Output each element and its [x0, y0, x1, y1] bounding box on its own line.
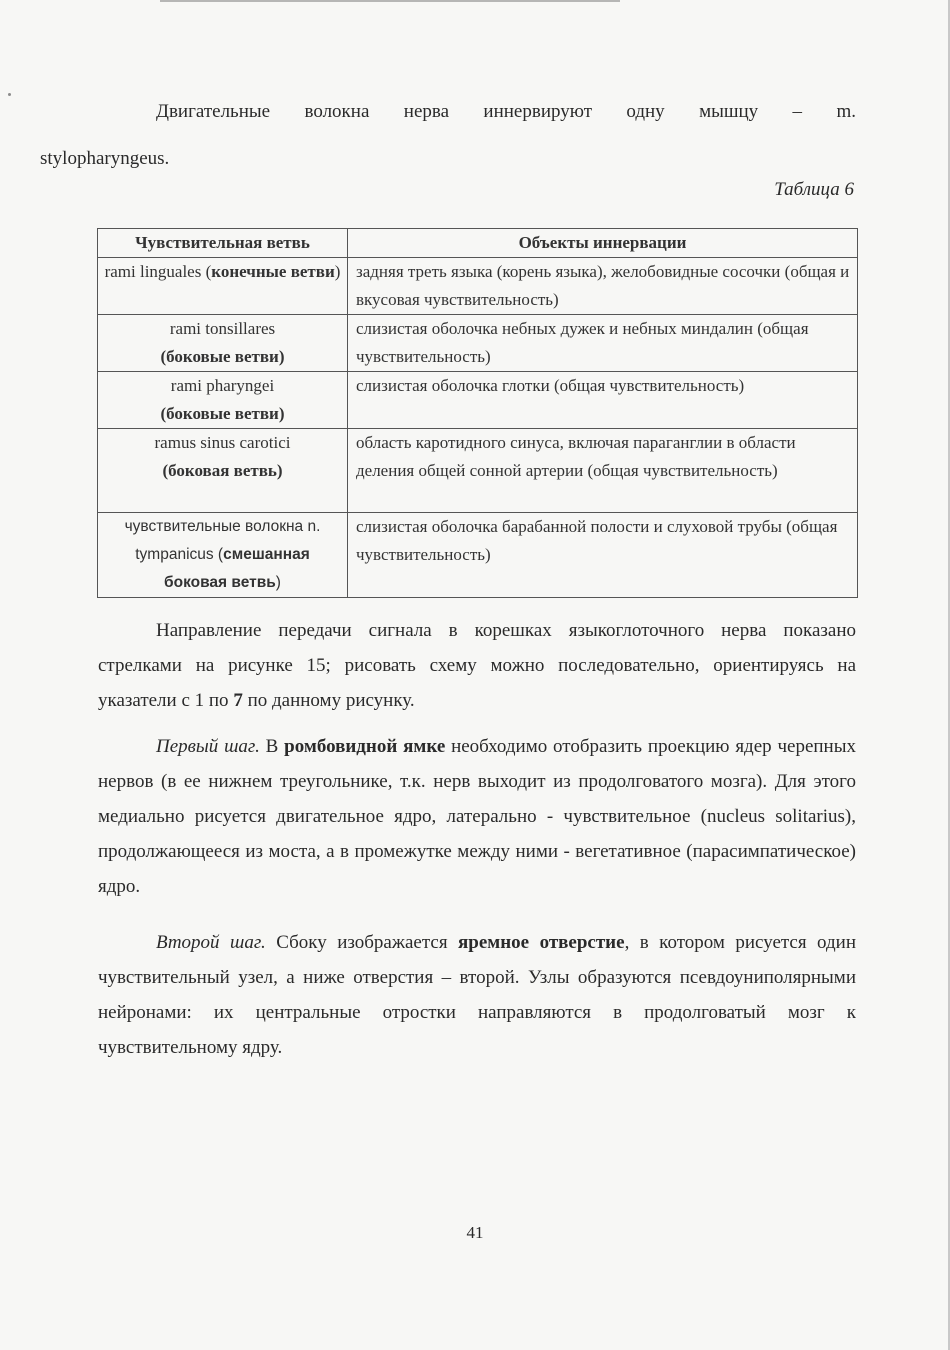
header-branch: Чувствительная ветвь — [98, 229, 348, 258]
branch-type: смешанная боковая ветвь — [164, 546, 310, 591]
branch-name: чувствительные волокна n. tympanicus ( — [124, 518, 321, 563]
table-row — [98, 513, 858, 598]
paragraph-second-step — [98, 925, 856, 1065]
target-cell: задняя треть языка (корень языка), желобовидные сосочки (общая и вкусовая чувствительность) — [348, 258, 858, 315]
step-label: Первый шаг. — [156, 736, 260, 757]
paragraph2-text-b: необходимо отобразить проекцию ядер черепных нервов (в ее нижнем треугольнике, т.к. нерв выходит из продолговатого мозга). Для этого медиально рисуется двигательное ядро, латерально - чувствительное (nucleus solitarius), продолжающееся из моста, а в промежутке между ними - вегетативное (парасимпатическое) ядро. — [98, 736, 856, 897]
scan-speck — [8, 93, 11, 96]
intro-paragraph — [40, 88, 856, 182]
header-targets: Объекты иннервации — [348, 229, 858, 258]
step-label: Второй шаг. — [156, 932, 266, 953]
branch-type: (боковая ветвь) — [162, 461, 283, 480]
innervation-table — [97, 228, 858, 598]
paragraph1-text-b: по данному рисунку. — [242, 690, 415, 711]
table-row — [98, 372, 858, 429]
branch-name: ramus sinus carotici — [154, 433, 291, 452]
paragraph3-text-a: Сбоку изображается — [265, 932, 459, 953]
branch-name: rami pharyngei — [170, 376, 275, 395]
branch-cell — [98, 315, 348, 372]
table-row — [98, 315, 858, 372]
branch-name: rami linguales ( — [104, 262, 212, 281]
branch-name: rami tonsillares — [169, 319, 276, 338]
scan-top-edge — [160, 0, 620, 2]
branch-cell — [98, 258, 348, 315]
branch-close: ) — [334, 262, 341, 281]
paragraph3-text-b: , в котором рисуется один чувствительный узел, а ниже отверстия – второй. Узлы образуются псевдоуниполярными нейронами: их центральные отростки направляются в продолговатый мозг к чувствительному ядру. — [98, 932, 856, 1058]
paragraph1-bold: 7 — [233, 690, 243, 711]
branch-cell — [98, 513, 348, 598]
branch-cell — [98, 429, 348, 513]
page-number: 41 — [466, 1223, 484, 1242]
paragraph-signal-direction — [98, 613, 856, 718]
paragraph2-bold: ромбовидной ямке — [284, 736, 446, 757]
branch-close: ) — [275, 574, 281, 591]
paragraph-first-step — [98, 729, 856, 904]
table-row — [98, 429, 858, 513]
table-row — [98, 258, 858, 315]
table-caption: Таблица 6 — [774, 179, 854, 200]
target-cell: область каротидного синуса, включая параганглии в области деления общей сонной артерии (общая чувствительность) — [348, 429, 858, 513]
target-cell: слизистая оболочка небных дужек и небных миндалин (общая чувствительность) — [348, 315, 858, 372]
branch-cell — [98, 372, 348, 429]
branch-type: (боковые ветви) — [160, 347, 285, 366]
target-cell: слизистая оболочка глотки (общая чувствительность) — [348, 372, 858, 429]
paragraph1-text-a: Направление передачи сигнала в корешках языкоглоточного нерва показано стрелками на рисунке 15; рисовать схему можно последовательно, ориентируясь на указатели с 1 по — [98, 620, 856, 711]
branch-type: конечные ветви — [211, 262, 335, 281]
target-cell: слизистая оболочка барабанной полости и слуховой трубы (общая чувствительность) — [348, 513, 858, 598]
branch-type: (боковые ветви) — [160, 404, 285, 423]
paragraph2-text-a: В — [259, 736, 285, 757]
intro-line-2: stylopharyngeus. — [40, 148, 170, 169]
intro-line-1: Двигательные волокна нерва иннервируют одну мышцу – m. — [156, 101, 856, 122]
table-header-row — [98, 229, 858, 258]
paragraph3-bold: яремное отверстие — [458, 932, 625, 953]
